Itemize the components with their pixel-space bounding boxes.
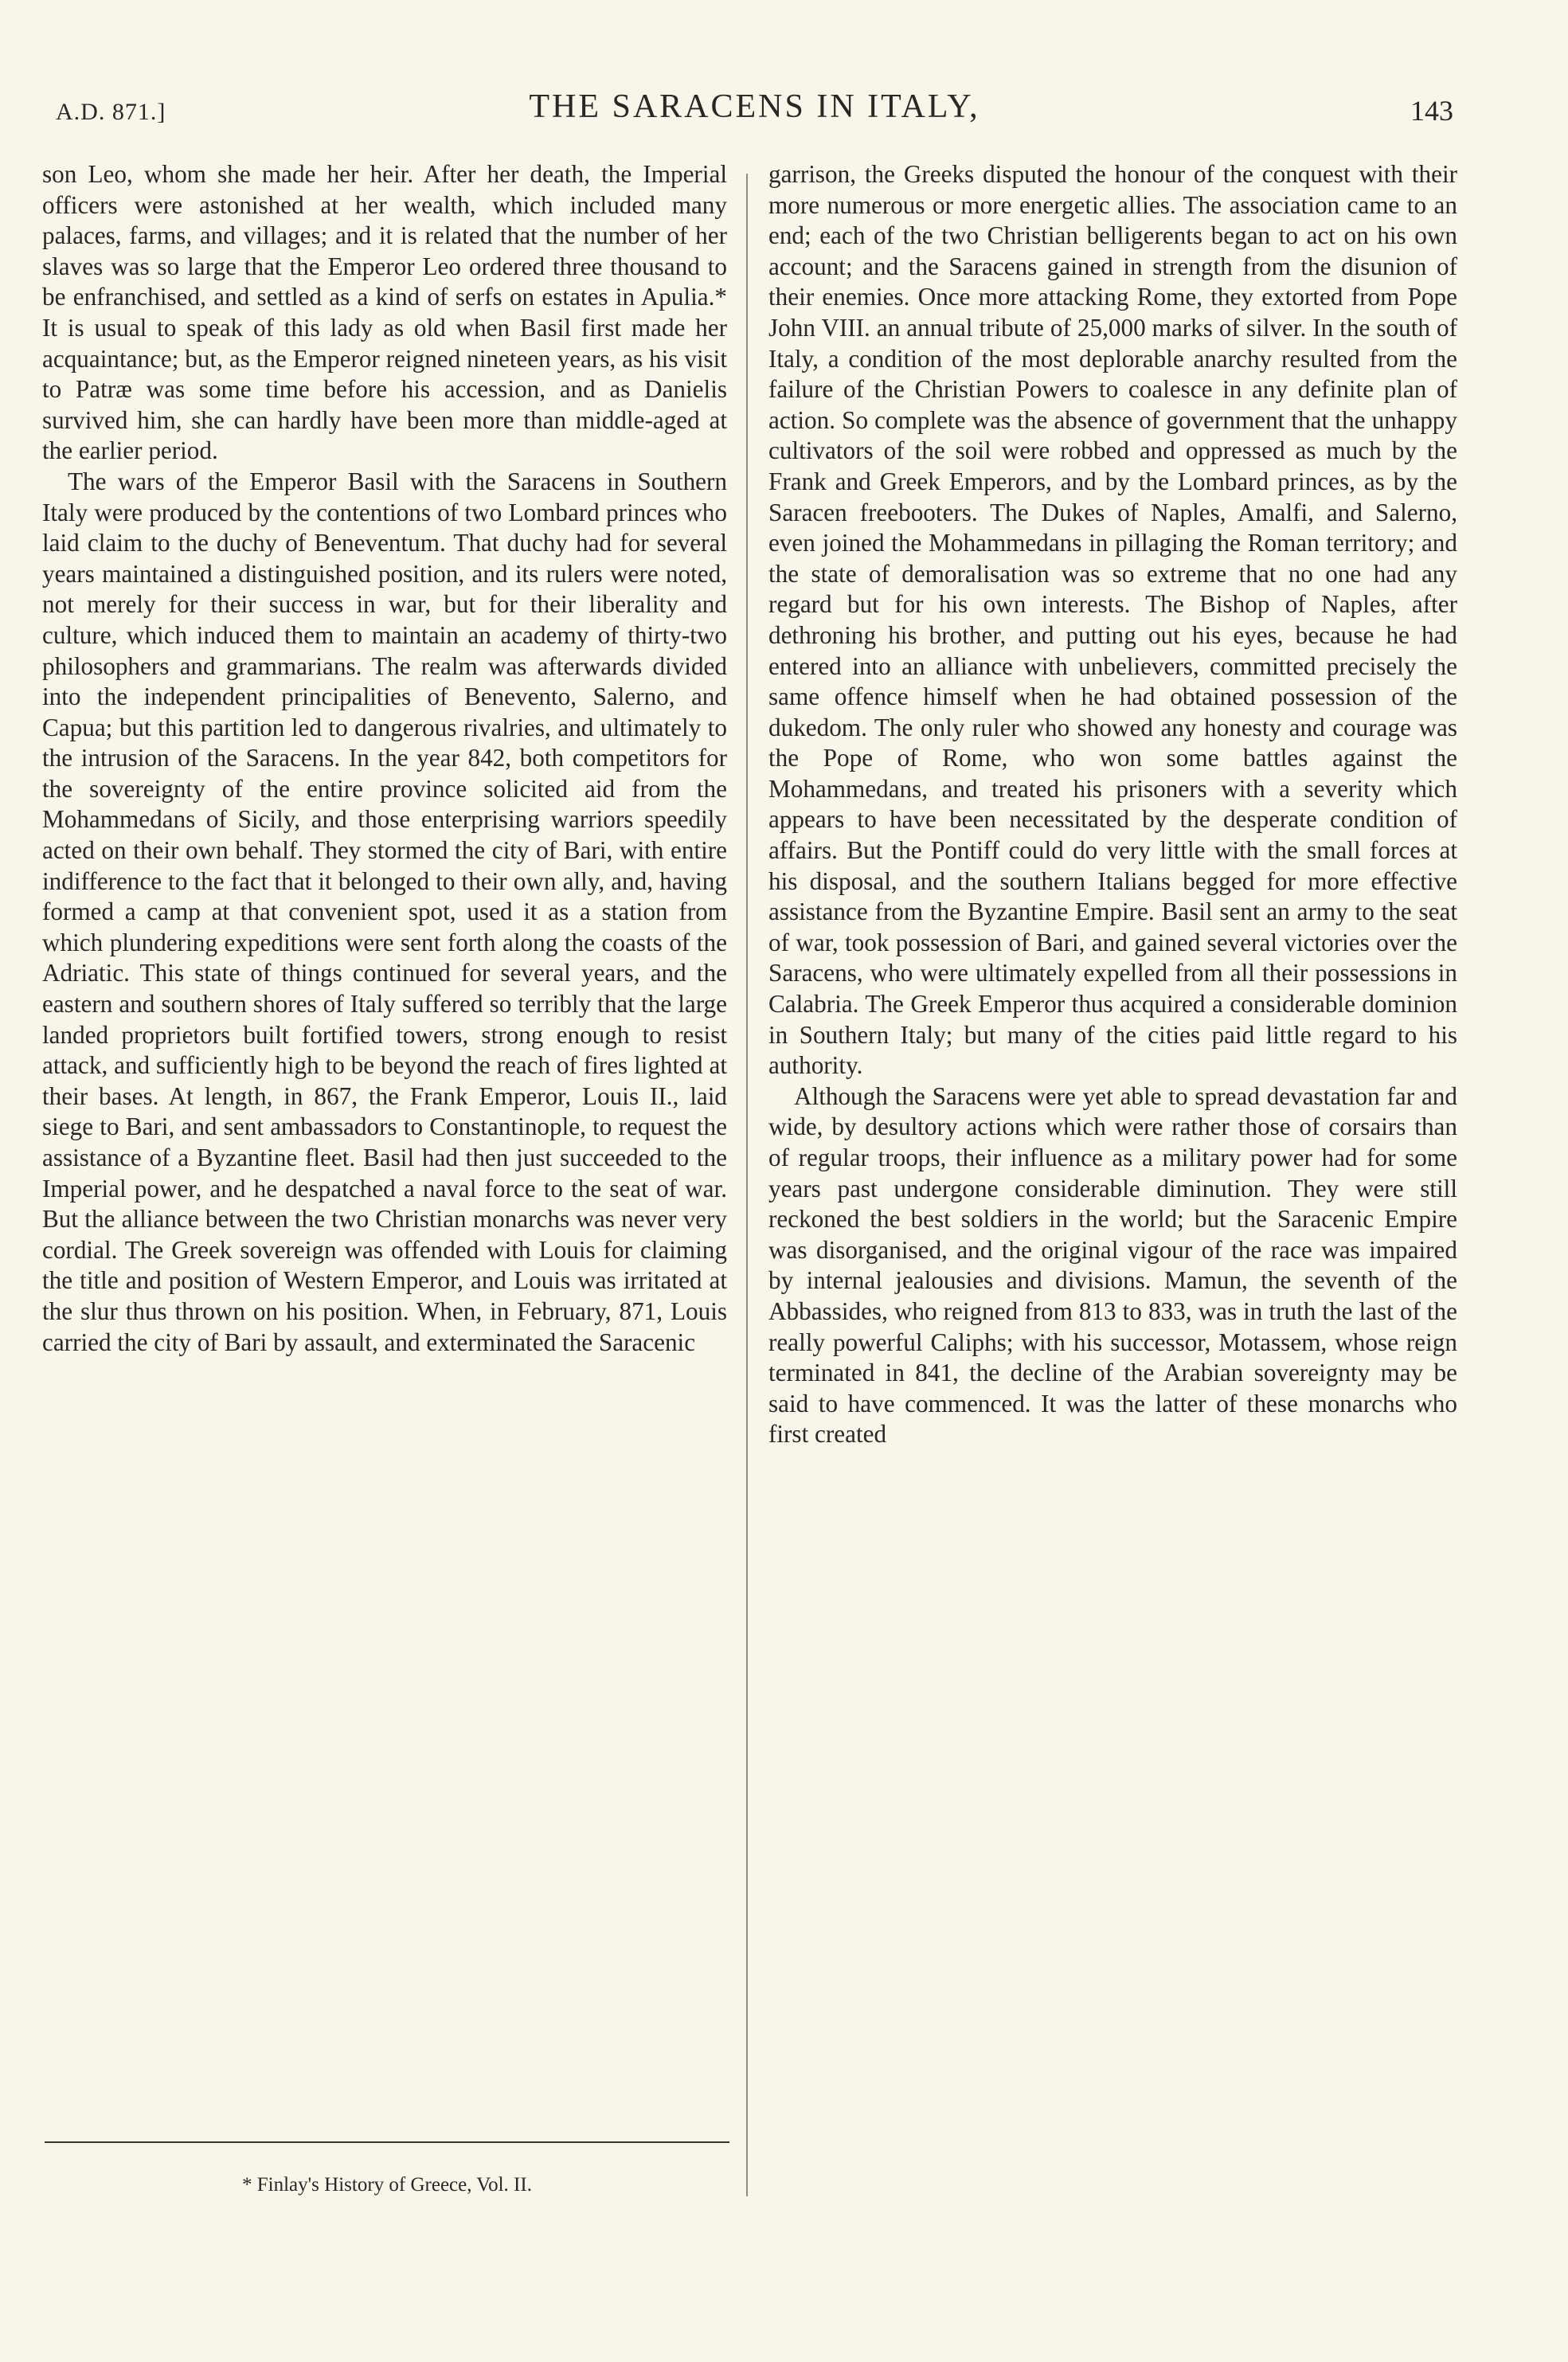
header-title: THE SARACENS IN ITALY, bbox=[529, 88, 980, 125]
page-number: 143 bbox=[1410, 95, 1453, 127]
right-column bbox=[768, 159, 1457, 1450]
right-paragraph-2: Although the Saracens were yet able to spread devastation far and wide, by desultory actions which were rather those of corsairs than of regular troops, their influence as a military power had for some years past undergone considerable diminution. They were still reckoned the best soldiers in the world; but the Saracenic Empire was disorganised, and the original vigour of the race was impaired by internal jealousies and divisions. Mamun, the seventh of the Abbassides, who reigned from 813 to 833, was in truth the last of the really powerful Caliphs; with his successor, Motassem, whose reign terminated in 841, the decline of the Arabian sovereignty may be said to have commenced. It was the latter of these monarchs who first created bbox=[768, 1081, 1457, 1449]
left-paragraph-1: son Leo, whom she made her heir. After her death, the Imperial officers were astonished at her wealth, which included many palaces, farms, and villages; and it is related that the number of her slaves was so large that the Emperor Leo ordered three thousand to be enfranchised, and settled as a kind of serfs on estates in Apulia.* It is usual to speak of this lady as old when Basil first made her acquaintance; but, as the Emperor reigned nineteen years, as his visit to Patræ was some time before his accession, and as Danielis survived him, she can hardly have been more than middle-aged at the earlier period. bbox=[42, 160, 727, 465]
left-column bbox=[42, 159, 727, 1358]
footnote: * Finlay's History of Greece, Vol. II. bbox=[242, 2174, 532, 2196]
footnote-rule bbox=[45, 2141, 729, 2143]
header-date: A.D. 871.] bbox=[56, 99, 166, 125]
running-head bbox=[56, 88, 1453, 135]
column-divider bbox=[746, 174, 748, 2196]
right-paragraph-1: garrison, the Greeks disputed the honour of the conquest with their more numerous or more energetic allies. The association came to an end; each of the two Christian belligerents began to act on his own account; and the Saracens gained in strength from the disunion of their enemies. Once more attacking Rome, they extorted from Pope John VIII. an annual tribute of 25,000 marks of silver. In the south of Italy, a condition of the most deplorable anarchy resulted from the failure of the Christian Powers to coalesce in any definite plan of action. So complete was the absence of government that the unhappy cultivators of the soil were robbed and oppressed as much by the Frank and Greek Emperors, and by the Lombard princes, as by the Saracen freebooters. The Dukes of Naples, Amalfi, and Salerno, even joined the Mohammedans in pillaging the Roman territory; and the state of demoralisation was so extreme that no one had any regard but for his own interests. The Bishop of Naples, after dethroning his brother, and putting out his eyes, because he had entered into an alliance with unbelievers, committed precisely the same offence himself when he had obtained possession of the dukedom. The only ruler who showed any honesty and courage was the Pope of Rome, who won some battles against the Mohammedans, and treated his prisoners with a severity which appears to have been necessitated by the desperate condition of affairs. But the Pontiff could do very little with the small forces at his disposal, and the southern Italians begged for more effective assistance from the Byzantine Empire. Basil sent an army to the seat of war, took possession of Bari, and gained several victories over the Saracens, who were ultimately expelled from all their possessions in Calabria. The Greek Emperor thus acquired a considerable dominion in Southern Italy; but many of the cities paid little regard to his authority. bbox=[768, 160, 1457, 1080]
left-paragraph-2: The wars of the Emperor Basil with the Saracens in Southern Italy were produced by the contentions of two Lombard princes who laid claim to the duchy of Beneventum. That duchy had for several years maintained a distinguished position, and its rulers were noted, not merely for their success in war, but for their liberality and culture, which induced them to maintain an academy of thirty-two philosophers and grammarians. The realm was afterwards divided into the independent principalities of Benevento, Salerno, and Capua; but this partition led to dangerous rivalries, and ultimately to the intrusion of the Saracens. In the year 842, both competitors for the sovereignty of the entire province solicited aid from the Mohammedans of Sicily, and those enterprising warriors speedily acted on their own behalf. They stormed the city of Bari, with entire indifference to the fact that it belonged to their own ally, and, having formed a camp at that convenient spot, used it as a station from which plundering expeditions were sent forth along the coasts of the Adriatic. This state of things continued for several years, and the eastern and southern shores of Italy suffered so terribly that the large landed proprietors built fortified towers, strong enough to resist attack, and sufficiently high to be beyond the reach of fires lighted at their bases. At length, in 867, the Frank Emperor, Louis II., laid siege to Bari, and sent ambassadors to Constantinople, to request the assistance of a Byzantine fleet. Basil had then just succeeded to the Imperial power, and he despatched a naval force to the seat of war. But the alliance between the two Christian monarchs was never very cordial. The Greek sovereign was offended with Louis for claiming the title and position of Western Emperor, and Louis was irritated at the slur thus thrown on his position. When, in February, 871, Louis carried the city of Bari by assault, and exterminated the Saracenic bbox=[42, 467, 727, 1356]
